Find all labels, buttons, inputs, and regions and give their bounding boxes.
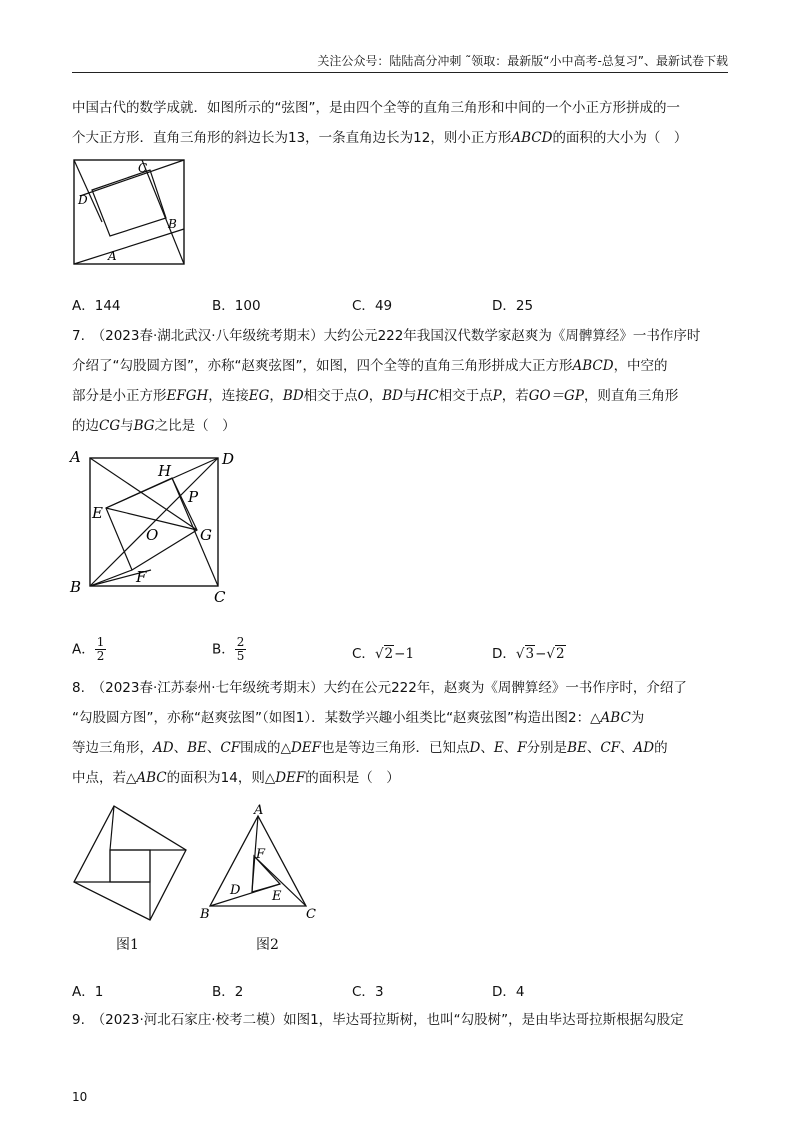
q6-label-a: A [108, 249, 117, 263]
q7-line [90, 458, 197, 530]
page-header: 关注公众号：陆陆高分冲刺 ˜领取：最新版“小中高考-总复习”、最新试卷下载 [72, 50, 728, 73]
q6-line [74, 229, 184, 264]
q8-line1: 8. （2023春·江苏泰州·七年级统考期末）大约在公元222年，赵爽为《周髀算经》一书作序时，介绍了 [72, 680, 687, 696]
q6-line [142, 160, 184, 264]
q7-diagonal-bd [90, 458, 218, 586]
q8-fig2-label-b: B [200, 907, 210, 922]
q8-fig2-caption: 图2 [256, 937, 279, 953]
q6-label-b: B [168, 217, 177, 231]
q6-label-d: D [78, 193, 88, 207]
q8-fig2-label-e: E [272, 889, 282, 904]
q7-figure [62, 446, 262, 606]
q8-fig1-inner-square [110, 850, 150, 882]
q7-line1: 7. （2023春·湖北武汉·八年级统考期末）大约公元222年我国汉代数学家赵爽为《周髀算经》一书作序时 [72, 328, 701, 344]
q7-label-b: B [70, 578, 82, 596]
q8-line4: 中点，若△ABC的面积为14，则△DEF的面积是（ ） [72, 770, 400, 786]
q8-figure-2 [196, 800, 326, 926]
q7-option-b[interactable]: B． $\frac{2}{5}$ [212, 635, 245, 663]
q7-label-f: F [136, 568, 147, 586]
q8-fig1-outer-square [74, 806, 186, 920]
q8-fig2-label-d: D [230, 883, 241, 898]
q6-outer-square [74, 160, 184, 264]
q7-option-d[interactable]: D．√3−√2 [492, 646, 565, 662]
q7-option-a[interactable]: A． $\frac{1}{2}$ [72, 635, 105, 663]
q8-option-b[interactable]: B．2 [212, 984, 244, 1000]
q8-option-a[interactable]: A．1 [72, 984, 104, 1000]
q7-label-o: O [146, 526, 159, 544]
q6-option-c[interactable]: C．49 [352, 298, 393, 314]
q6-inner-square [92, 170, 166, 236]
q6-options [72, 294, 732, 314]
q7-label-e: E [92, 504, 103, 522]
q7-label-a: A [70, 448, 81, 466]
q8-fig1-caption: 图1 [116, 937, 139, 953]
q6-text: 个大正方形．直角三角形的斜边长为13，一条直角边长为12，则小正方形 [72, 130, 512, 146]
q6-option-d[interactable]: D．25 [492, 298, 534, 314]
q6-line2 [72, 126, 732, 150]
q8-option-d[interactable]: D．4 [492, 984, 525, 1000]
q7-label-d: D [222, 450, 235, 468]
q6-var-abcd: ABCD [511, 130, 553, 146]
q6-figure [70, 156, 190, 270]
q8-fig2-label-c: C [306, 907, 316, 922]
q6-label-c: C [138, 161, 148, 175]
q7-option-c[interactable]: C．√2−1 [352, 646, 415, 662]
q7-label-g: G [200, 526, 212, 544]
q6-line [80, 160, 184, 196]
q8-fig2-label-a: A [254, 803, 264, 818]
q8-figure-1 [70, 800, 190, 926]
q7-label-p: P [188, 488, 199, 506]
q6-line [74, 160, 102, 222]
q8-options [72, 980, 732, 1000]
q7-line [90, 570, 132, 586]
q6-line1: 中国古代的数学成就．如图所示的“弦图”，是由四个全等的直角三角形和中间的一个小正方形拼成的一 [72, 100, 680, 116]
q9-line1: 9. （2023·河北石家庄·校考二模）如图1，毕达哥拉斯树，也叫“勾股树”，是由毕达哥拉斯根据勾股定 [72, 1012, 684, 1028]
q8-line2: “勾股圆方图”，亦称“赵爽弦图”（如图1）．某数学兴趣小组类比“赵爽弦图”构造出图2：△ABC为 [72, 710, 645, 726]
q6-option-b[interactable]: B．100 [212, 298, 261, 314]
q6-text-end: 的面积的大小为（ ） [552, 130, 688, 146]
q7-line3: 部分是小正方形EFGH，连接EG，BD相交于点O，BD与HC相交于点P，若GO＝GP，则直角三角形 [72, 388, 679, 404]
q7-label-h: H [158, 462, 172, 480]
q8-option-c[interactable]: C．3 [352, 984, 384, 1000]
q7-label-c: C [214, 588, 226, 606]
q7-options [72, 636, 732, 666]
q8-line3: 等边三角形，AD、BE、CF围成的△DEF也是等边三角形．已知点D、E、F分别是BE、CF、AD的 [72, 740, 668, 756]
q8-fig2-label-f: F [256, 847, 266, 862]
page-number: 10 [72, 1090, 88, 1104]
q6-option-a[interactable]: A．144 [72, 298, 121, 314]
q7-line4: 的边CG与BG之比是（ ） [72, 418, 236, 434]
q7-line2: 介绍了“勾股圆方图”，亦称“赵爽弦图”，如图，四个全等的直角三角形拼成大正方形ABCD，中空的 [72, 358, 668, 374]
